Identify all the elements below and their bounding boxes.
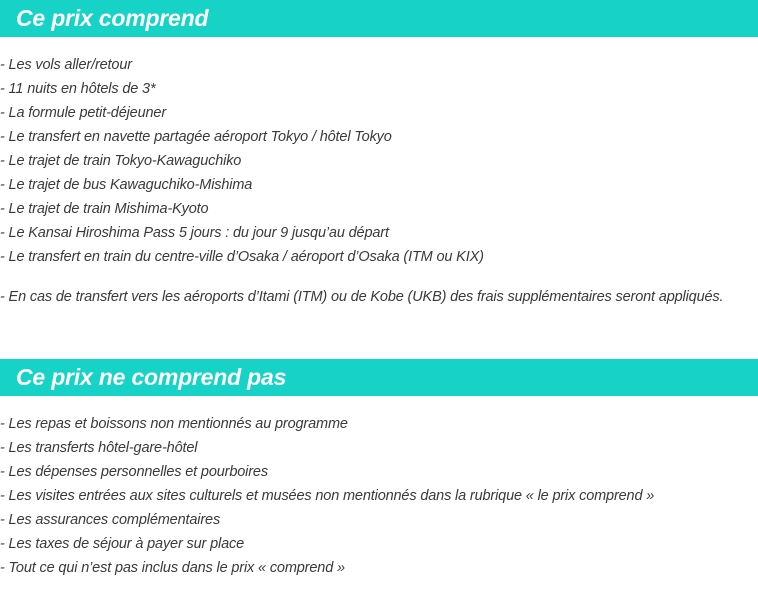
includes-list — [0, 53, 484, 269]
includes-item: - Les vols aller/retour — [0, 57, 132, 73]
excludes-header — [0, 359, 758, 396]
includes-item: - Le transfert en navette partagée aéroport Tokyo / hôtel Tokyo — [0, 129, 392, 145]
excludes-list — [0, 412, 654, 580]
includes-item: - Le Kansai Hiroshima Pass 5 jours : du jour 9 jusqu’au départ — [0, 225, 389, 241]
includes-title: Ce prix comprend — [16, 5, 209, 31]
includes-item: - Le trajet de train Mishima-Kyoto — [0, 201, 209, 217]
includes-item: - Le trajet de bus Kawaguchiko-Mishima — [0, 177, 253, 193]
includes-note: - En cas de transfert vers les aéroports d’Itami (ITM) ou de Kobe (UKB) des frais supplémentaires seront appliqués. — [0, 289, 724, 305]
excludes-item: - Tout ce qui n’est pas inclus dans le prix « comprend » — [0, 560, 345, 576]
includes-item: - 11 nuits en hôtels de 3* — [0, 81, 156, 97]
excludes-item: - Les transferts hôtel-gare-hôtel — [0, 440, 198, 456]
includes-item: - La formule petit-déjeuner — [0, 105, 167, 121]
includes-item: - Le trajet de train Tokyo-Kawaguchiko — [0, 153, 242, 169]
excludes-title: Ce prix ne comprend pas — [16, 364, 287, 390]
excludes-item: - Les dépenses personnelles et pourboires — [0, 464, 268, 480]
excludes-item: - Les visites entrées aux sites culturels et musées non mentionnés dans la rubrique « le prix comprend » — [0, 488, 655, 504]
excludes-item: - Les taxes de séjour à payer sur place — [0, 536, 245, 552]
includes-item: - Le transfert en train du centre-ville d’Osaka / aéroport d’Osaka (ITM ou KIX) — [0, 249, 484, 265]
excludes-item: - Les repas et boissons non mentionnés au programme — [0, 416, 348, 432]
excludes-item: - Les assurances complémentaires — [0, 512, 221, 528]
includes-header — [0, 0, 758, 37]
